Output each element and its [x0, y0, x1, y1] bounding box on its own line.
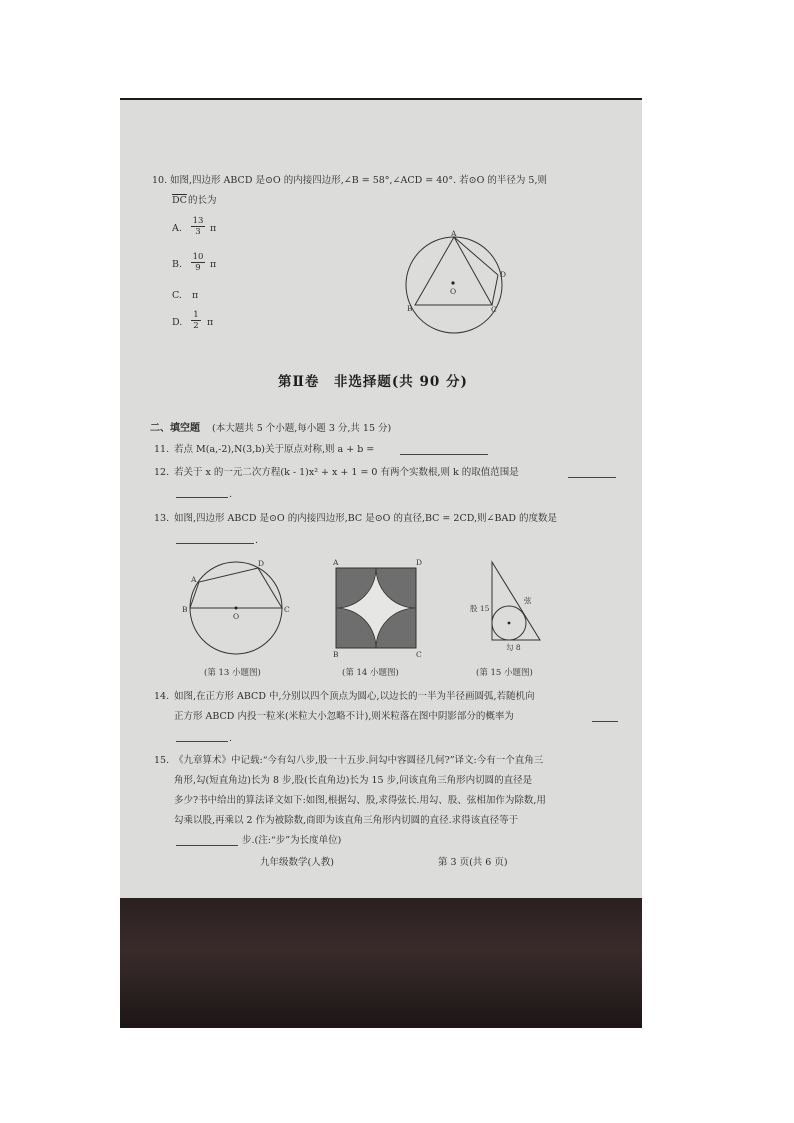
q13-caption: (第 13 小题图): [204, 668, 261, 678]
q14-answer-blank-b[interactable]: [176, 732, 228, 742]
q10-circle-figure: [400, 230, 510, 340]
q10-option-a-pi: π: [210, 223, 217, 234]
q14-line1: 如图,在正方形 ABCD 中,分别以四个顶点为圆心,以边长的一半为半径画圆弧,若随机向: [174, 691, 535, 702]
q12-text: 若关于 x 的一元二次方程(k - 1)x² + x + 1 = 0 有两个实数根,则 k 的取值范围是: [174, 467, 519, 478]
q10-label-a: A: [451, 229, 457, 238]
q14-caption: (第 14 小题图): [342, 668, 399, 678]
q14-number: 14.: [154, 691, 170, 702]
q10-label-b: B: [407, 304, 413, 313]
q14-label-c: C: [416, 650, 422, 659]
q11-text: 若点 M(a,-2),N(3,b)关于原点对称,则 a + b =: [174, 444, 375, 455]
q11-answer-blank[interactable]: [400, 445, 488, 455]
q14-label-b: B: [333, 650, 339, 659]
q10-option-b-numerator: 10: [192, 252, 204, 262]
q15-center-point: [508, 622, 511, 625]
photo-frame: [120, 98, 642, 1028]
q13-text: 如图,四边形 ABCD 是⊙O 的内接四边形,BC 是⊙O 的直径,BC = 2CD,则∠BAD 的度数是: [174, 513, 557, 524]
q15-line1: 《九章算术》中记载:“今有勾八步,股一十五步.问勾中容圆径几何?”译文:今有一个直角三: [174, 755, 544, 766]
q15-right-triangle: [492, 562, 540, 640]
q15-number: 15.: [154, 755, 170, 766]
q10-circle: [406, 237, 502, 333]
q13-number: 13.: [154, 513, 170, 524]
q13-label-b: B: [182, 605, 188, 614]
q12-number: 12.: [154, 467, 170, 478]
q14-square-figure: [333, 558, 423, 659]
q13-label-c: C: [284, 605, 290, 614]
footer-page-number: 第 3 页(共 6 页): [438, 857, 508, 868]
q14-answer-blank-a[interactable]: [592, 712, 618, 722]
q10-number: 10.: [152, 175, 168, 186]
q10-arc-dc: $\overline{DC}$: [172, 195, 187, 206]
q15-label-gou: 勾 8: [506, 643, 521, 652]
q10-option-a-numerator: 13: [192, 216, 204, 226]
fill-section-title: 二、填空题: [150, 423, 200, 434]
q10-option-b-label: B.: [172, 259, 183, 270]
q13-center-point: [235, 607, 238, 610]
q10-option-a-label: A.: [172, 223, 182, 234]
q10-option-d-numerator: 1: [193, 310, 199, 320]
q10-label-o: O: [450, 287, 457, 296]
q14-line2: 正方形 ABCD 内投一粒米(米粒大小忽略不计),则米粒落在图中阴影部分的概率为: [174, 711, 514, 722]
q10-option-a-fraction: [190, 216, 206, 237]
q15-label-xian: 弦: [524, 596, 532, 605]
q12-answer-blank-b[interactable]: [176, 488, 228, 498]
q13-label-d: D: [258, 559, 265, 568]
footer-subject: 九年级数学(人教): [260, 857, 334, 868]
q10-option-c-text: π: [192, 290, 199, 301]
fill-section-note: (本大题共 5 个小题,每小题 3 分,共 15 分): [212, 423, 392, 434]
q13-label-o: O: [233, 612, 240, 621]
part2-title: 第Ⅱ卷 非选择题(共 90 分): [278, 374, 468, 390]
q13-answer-blank[interactable]: [176, 534, 254, 544]
q13-label-a: A: [191, 575, 197, 584]
q10-label-d: D: [500, 270, 507, 279]
q14-label-a: A: [333, 558, 339, 567]
q10-stem-line2: 的长为: [188, 195, 217, 206]
q15-answer-blank[interactable]: [176, 836, 238, 846]
q10-option-d-pi: π: [207, 317, 214, 328]
q15-line5: 步.(注:“步”为长度单位): [242, 835, 342, 846]
q15-line2: 角形,勾(短直角边)长为 8 步,股(长直角边)长为 15 步,问该直角三角形内切圆的直径是: [174, 775, 533, 786]
q13-circle-figure: [182, 559, 294, 662]
q10-option-d-label: D.: [172, 317, 183, 328]
q10-option-b-denominator: 9: [195, 263, 201, 273]
q10-label-c: C: [491, 305, 497, 314]
q15-line3: 多少?书中给出的算法译文如下:如图,根据勾、股,求得弦长.用勾、股、弦相加作为除数,用: [174, 795, 546, 806]
q10-center-point: [451, 281, 454, 284]
q10-option-a-denominator: 3: [195, 227, 201, 237]
q14-label-d: D: [416, 558, 423, 567]
q12-answer-blank-a[interactable]: [568, 468, 616, 478]
q10-stem-line1: 如图,四边形 ABCD 是⊙O 的内接四边形,∠B = 58°,∠ACD = 40°. 若⊙O 的半径为 5,则: [170, 175, 547, 186]
q10-option-d-fraction: [190, 310, 202, 331]
q15-label-gu: 股 15: [470, 604, 490, 613]
q10-option-d-denominator: 2: [193, 321, 199, 331]
q10-option-b-fraction: [190, 252, 206, 273]
q11-number: 11.: [154, 444, 170, 455]
q10-segment-dc: [492, 275, 498, 305]
q15-triangle-figure: [460, 560, 550, 650]
q10-option-b-pi: π: [210, 259, 217, 270]
q15-caption: (第 15 小题图): [476, 668, 533, 678]
exam-page: 10. 如图,四边形 ABCD 是⊙O 的内接四边形,∠B = 58°,∠ACD = 40°. 若⊙O 的半径为 5,则 $\overline{DC}$ 的长为 A. 13 3 π B. 10 9 π C. π D. 1 2 π A B C D O 第Ⅱ卷 非选择题(共 90 分) 二、填空题 (本大题共 5 个小题,每小题 3 分,共 15 分) 11. 若点 M(a,-2),N(3,b)关于原点对称,则 a + b = 12. 若关于 x 的一元二次方程(k - 1)x² + x + 1 = 0 有两个实数根,则 k 的取值范围是 . 13. 如图,四边形 ABCD 是⊙O 的内接四边形,BC 是⊙O 的直径,BC = 2CD,则∠BAD 的度数是 . A B C D O (第 13 小题图) A D B C (第 14 小题图) 股 15 弦 勾 8 (第 15 小题图) 14. 如图,在正方形 ABCD 中,分别以四个顶点为圆心,以边长的一半为半径画圆弧,若随机向 正方形 ABCD 内投一粒米(米粒大小忽略不计),则米粒落在图中阴影部分的概率为 . 15. 《九章算术》中记载:“今有勾八步,股一十五步.问勾中容圆径几何?”译文:今有一个直角三 角形,勾(短直角边)长为 8 步,股(长直角边)长为 15 步,问该直角三角形内切圆的直径是 多少?书中给出的算法译文如下:如图,根据勾、股,求得弦长.用勾、股、弦相加作为除数,用 勾乘以股,再乘以 2 作为被除数,商即为该直角三角形内切圆的直径.求得该直径等于 步.(注:“步”为长度单位) 九年级数学(人教) 第 3 页(共 6 页): [120, 100, 642, 898]
q15-line4: 勾乘以股,再乘以 2 作为被除数,商即为该直角三角形内切圆的直径.求得该直径等于: [174, 815, 519, 826]
q10-option-c-label: C.: [172, 290, 182, 301]
dark-background-band: [120, 898, 642, 1028]
q13-quadrilateral: [190, 568, 282, 608]
